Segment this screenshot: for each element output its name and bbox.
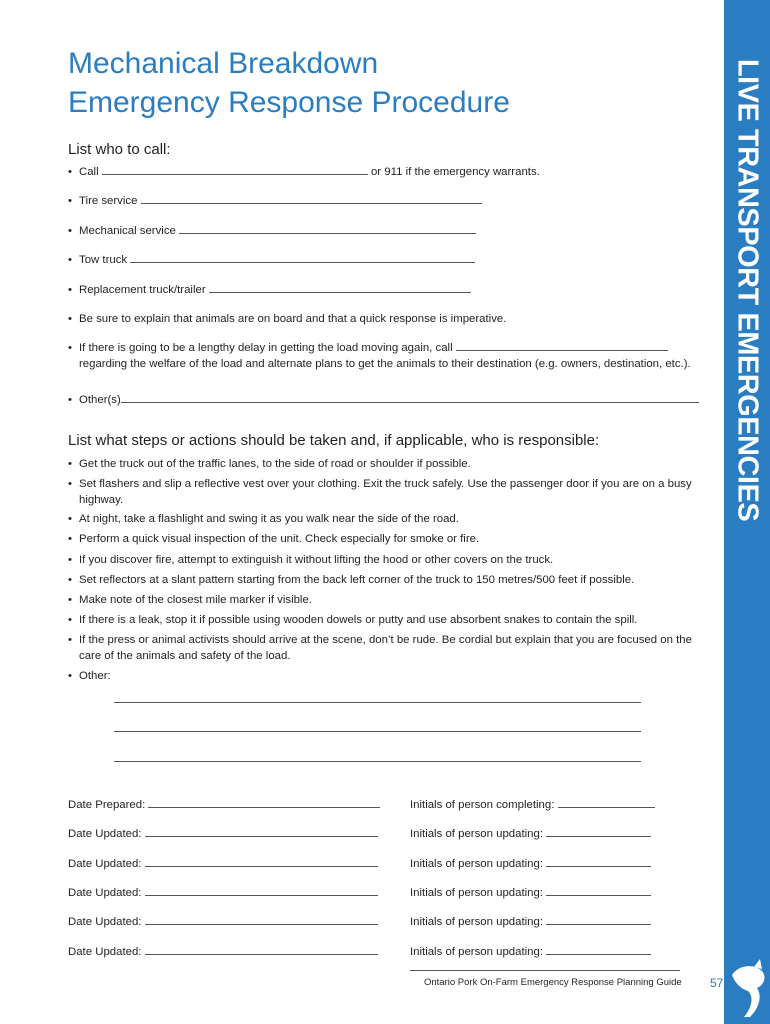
replacement-truck-label: Replacement truck/trailer xyxy=(79,284,206,296)
date-updated-blank[interactable] xyxy=(145,826,378,837)
section-heading-who-to-call: List who to call: xyxy=(68,141,171,158)
other-blank-line-1[interactable] xyxy=(114,702,641,703)
delay-text-b: regarding the welfare of the load and alternate plans to get the animals to their destination (e.g. owners, destination, etc.). xyxy=(79,358,691,370)
date-updated-row: Date Updated: xyxy=(68,885,378,899)
delay-contact-blank[interactable] xyxy=(456,340,668,351)
initials-updating-blank[interactable] xyxy=(546,914,651,925)
step-item: • Get the truck out of the traffic lanes, to the side of road or shoulder if possible. xyxy=(68,458,471,470)
title-line-1: Mechanical Breakdown xyxy=(68,47,379,80)
list-item-call: • Call or 911 if the emergency warrants. xyxy=(68,166,540,178)
initials-updating-blank[interactable] xyxy=(546,885,651,896)
date-updated-row: Date Updated: xyxy=(68,826,378,840)
footer-guide-title: Ontario Pork On-Farm Emergency Response Planning Guide xyxy=(424,977,682,988)
call-prefix: Call xyxy=(79,166,99,178)
initials-updating-row: Initials of person updating: xyxy=(410,885,651,899)
date-updated-blank[interactable] xyxy=(145,914,378,925)
section-heading-steps: List what steps or actions should be taken and, if applicable, who is responsible: xyxy=(68,432,600,449)
step-item: • Make note of the closest mile marker if visible. xyxy=(68,594,312,606)
initials-updating-row: Initials of person updating: xyxy=(410,914,651,928)
date-updated-blank[interactable] xyxy=(145,885,378,896)
replacement-truck-blank[interactable] xyxy=(209,282,471,293)
footer-divider xyxy=(410,970,680,971)
sidebar-title: LIVE TRANSPORT EMERGENCIES xyxy=(731,58,764,522)
initials-updating-blank[interactable] xyxy=(546,826,651,837)
list-item-tow-truck: • Tow truck xyxy=(68,252,703,268)
date-updated-row: Date Updated: xyxy=(68,856,378,870)
date-prepared-blank[interactable] xyxy=(148,797,380,808)
step-item: • Set reflectors at a slant pattern starting from the back left corner of the truck to 150 metres/500 feet if possible. xyxy=(68,574,635,586)
date-updated-blank[interactable] xyxy=(145,944,378,955)
list-item-tire-service: • Tire service xyxy=(68,193,703,209)
call-blank[interactable] xyxy=(102,164,368,175)
step-item: • At night, take a flashlight and swing it as you walk near the side of the road. xyxy=(68,513,459,525)
pig-logo-icon xyxy=(724,955,770,1024)
tow-truck-label: Tow truck xyxy=(79,254,128,266)
list-item-others: • Other(s) xyxy=(68,392,703,408)
initials-updating-row: Initials of person updating: xyxy=(410,826,651,840)
list-item-explain: • Be sure to explain that animals are on board and that a quick response is imperative. xyxy=(68,313,507,325)
initials-completing-blank[interactable] xyxy=(558,797,655,808)
others-label: Other(s) xyxy=(79,394,121,406)
step-item: • Set flashers and slip a reflective vest over your clothing. Exit the truck safely. Use the passenger door if you are on a busy highway. xyxy=(68,478,692,506)
page-title xyxy=(68,44,510,122)
step-item: • If you discover fire, attempt to extinguish it without lifting the hood or other covers on the truck. xyxy=(68,554,554,566)
initials-updating-blank[interactable] xyxy=(546,944,651,955)
page-number: 57 xyxy=(710,976,724,990)
list-item-lengthy-delay: • If there is going to be a lengthy delay in getting the load moving again, call regarding the welfare of the load and alternate plans to get the animals to their destination (e.g. owners, destination, etc.). xyxy=(68,342,691,370)
list-item-replacement-truck: • Replacement truck/trailer xyxy=(68,282,703,298)
date-updated-row: Date Updated: xyxy=(68,914,378,928)
initials-updating-row: Initials of person updating: xyxy=(410,856,651,870)
date-updated-blank[interactable] xyxy=(145,856,378,867)
initials-updating-row: Initials of person updating: xyxy=(410,944,651,958)
other-blank-line-3[interactable] xyxy=(114,761,641,762)
initials-updating-blank[interactable] xyxy=(546,856,651,867)
step-item: • Perform a quick visual inspection of the unit. Check especially for smoke or fire. xyxy=(68,533,480,545)
tire-service-label: Tire service xyxy=(79,195,138,207)
tow-truck-blank[interactable] xyxy=(130,252,475,263)
others-blank[interactable] xyxy=(121,392,699,403)
step-item: • If the press or animal activists should arrive at the scene, don’t be rude. Be cordial but explain that you are focused on the care of the animals and safety of the load. xyxy=(68,634,692,662)
delay-text-a: If there is going to be a lengthy delay in getting the load moving again, call xyxy=(79,342,453,354)
mechanical-service-label: Mechanical service xyxy=(79,225,176,237)
call-suffix: or 911 if the emergency warrants. xyxy=(370,166,540,178)
date-prepared-row: Date Prepared: xyxy=(68,797,380,811)
initials-completing-row: Initials of person completing: xyxy=(410,797,655,811)
mechanical-service-blank[interactable] xyxy=(179,223,476,234)
step-item-other: • Other: xyxy=(68,670,111,682)
step-item: • If there is a leak, stop it if possible using wooden dowels or putty and use absorbent snakes to contain the spill. xyxy=(68,614,638,626)
list-item-mechanical-service: • Mechanical service xyxy=(68,223,703,239)
other-blank-line-2[interactable] xyxy=(114,731,641,732)
tire-service-blank[interactable] xyxy=(141,193,482,204)
title-line-2: Emergency Response Procedure xyxy=(68,86,510,119)
date-updated-row: Date Updated: xyxy=(68,944,378,958)
